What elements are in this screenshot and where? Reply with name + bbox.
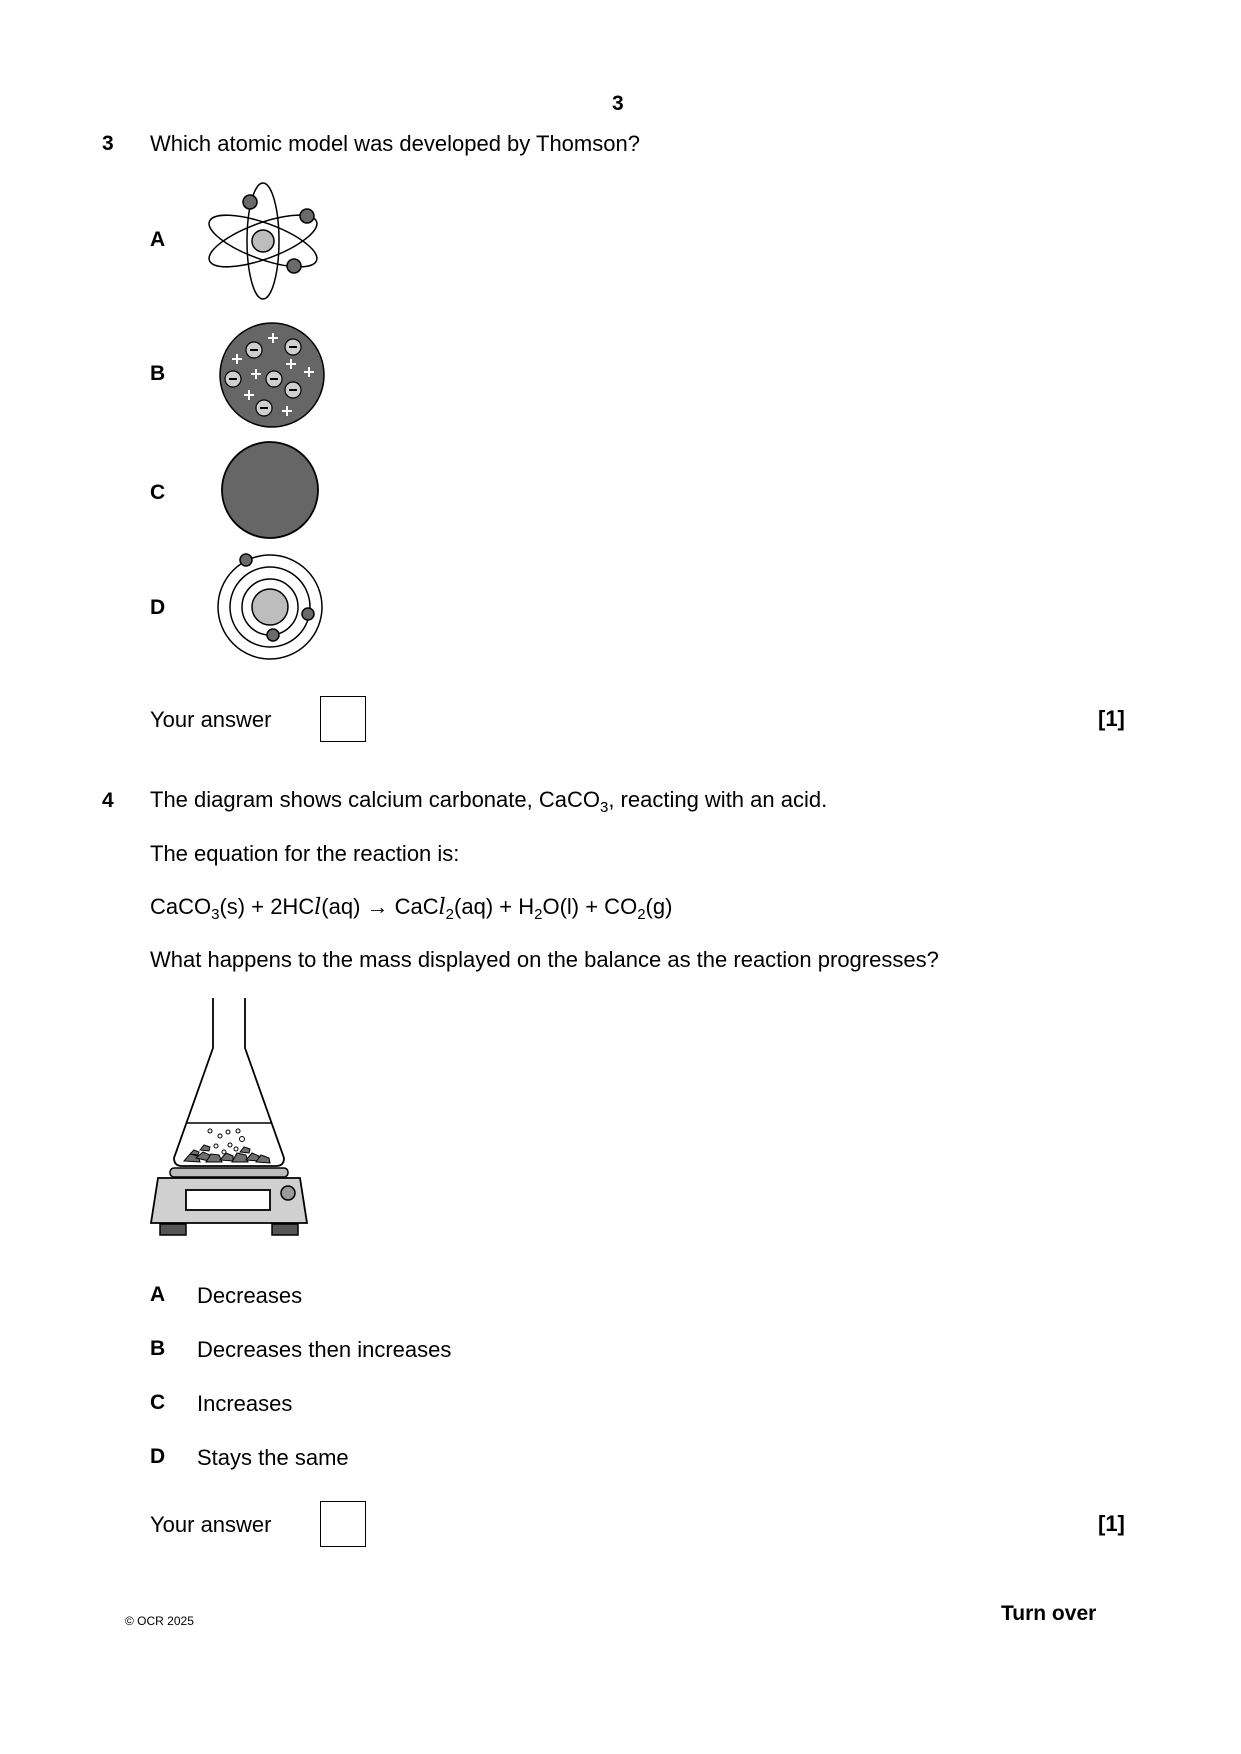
page-number: 3 [612,92,624,115]
eq-italic-l: l [438,895,446,920]
question-4-number: 4 [102,789,114,812]
intro-text-end: , reacting with an acid. [608,787,828,812]
eq-part: O(l) + CO [542,894,638,919]
q4-option-b-text: Decreases then increases [197,1337,452,1362]
q3-option-d-letter: D [150,596,166,619]
eq-part: (aq) → CaC [321,894,439,919]
eq-part: (g) [645,894,673,919]
q4-option-c-text: Increases [197,1391,293,1416]
q4-answer-box[interactable] [320,1501,366,1547]
q4-option-a-letter: A [150,1283,166,1306]
q3-marks: [1] [1098,706,1125,731]
eq-sub: 3 [211,906,220,923]
bohr-shell-model-icon [216,551,326,663]
q4-option-a-text: Decreases [197,1283,303,1308]
equation-label: The equation for the reaction is: [150,841,460,866]
q3-option-c-letter: C [150,481,166,504]
eq-sub: 2 [637,906,646,923]
q3-option-a-letter: A [150,228,166,251]
question-4-intro [150,786,827,814]
q3-answer-box[interactable] [320,696,366,742]
question-3-number: 3 [102,132,114,155]
q3-option-b-letter: B [150,362,166,385]
plum-pudding-model-icon [218,321,326,429]
eq-sub: 2 [445,906,455,923]
reaction-equation [150,893,672,922]
orbital-atom-model-icon [204,180,324,302]
q4-option-d-text: Stays the same [197,1445,349,1470]
solid-sphere-model-icon [220,440,320,540]
intro-text: The diagram shows calcium carbonate, CaCO [150,787,600,812]
turn-over-label: Turn over [1001,1602,1097,1625]
eq-part: (aq) + H [454,894,535,919]
q4-option-c-letter: C [150,1391,166,1414]
eq-part: CaCO [150,894,212,919]
q4-answer-label: Your answer [150,1512,272,1537]
q4-option-b-letter: B [150,1337,166,1360]
eq-sub: 2 [534,906,543,923]
eq-italic-l: l [314,895,322,920]
q4-marks: [1] [1098,1511,1125,1536]
q3-answer-label: Your answer [150,707,272,732]
q4-option-d-letter: D [150,1445,166,1468]
intro-subscript: 3 [599,799,609,816]
conical-flask-on-balance-icon [148,998,314,1248]
eq-part: (s) + 2HC [219,894,315,919]
question-3-text: Which atomic model was developed by Thomson? [150,131,640,156]
question-4-text: What happens to the mass displayed on the balance as the reaction progresses? [150,947,939,972]
footer-copyright: © OCR 2025 [125,1614,194,1628]
